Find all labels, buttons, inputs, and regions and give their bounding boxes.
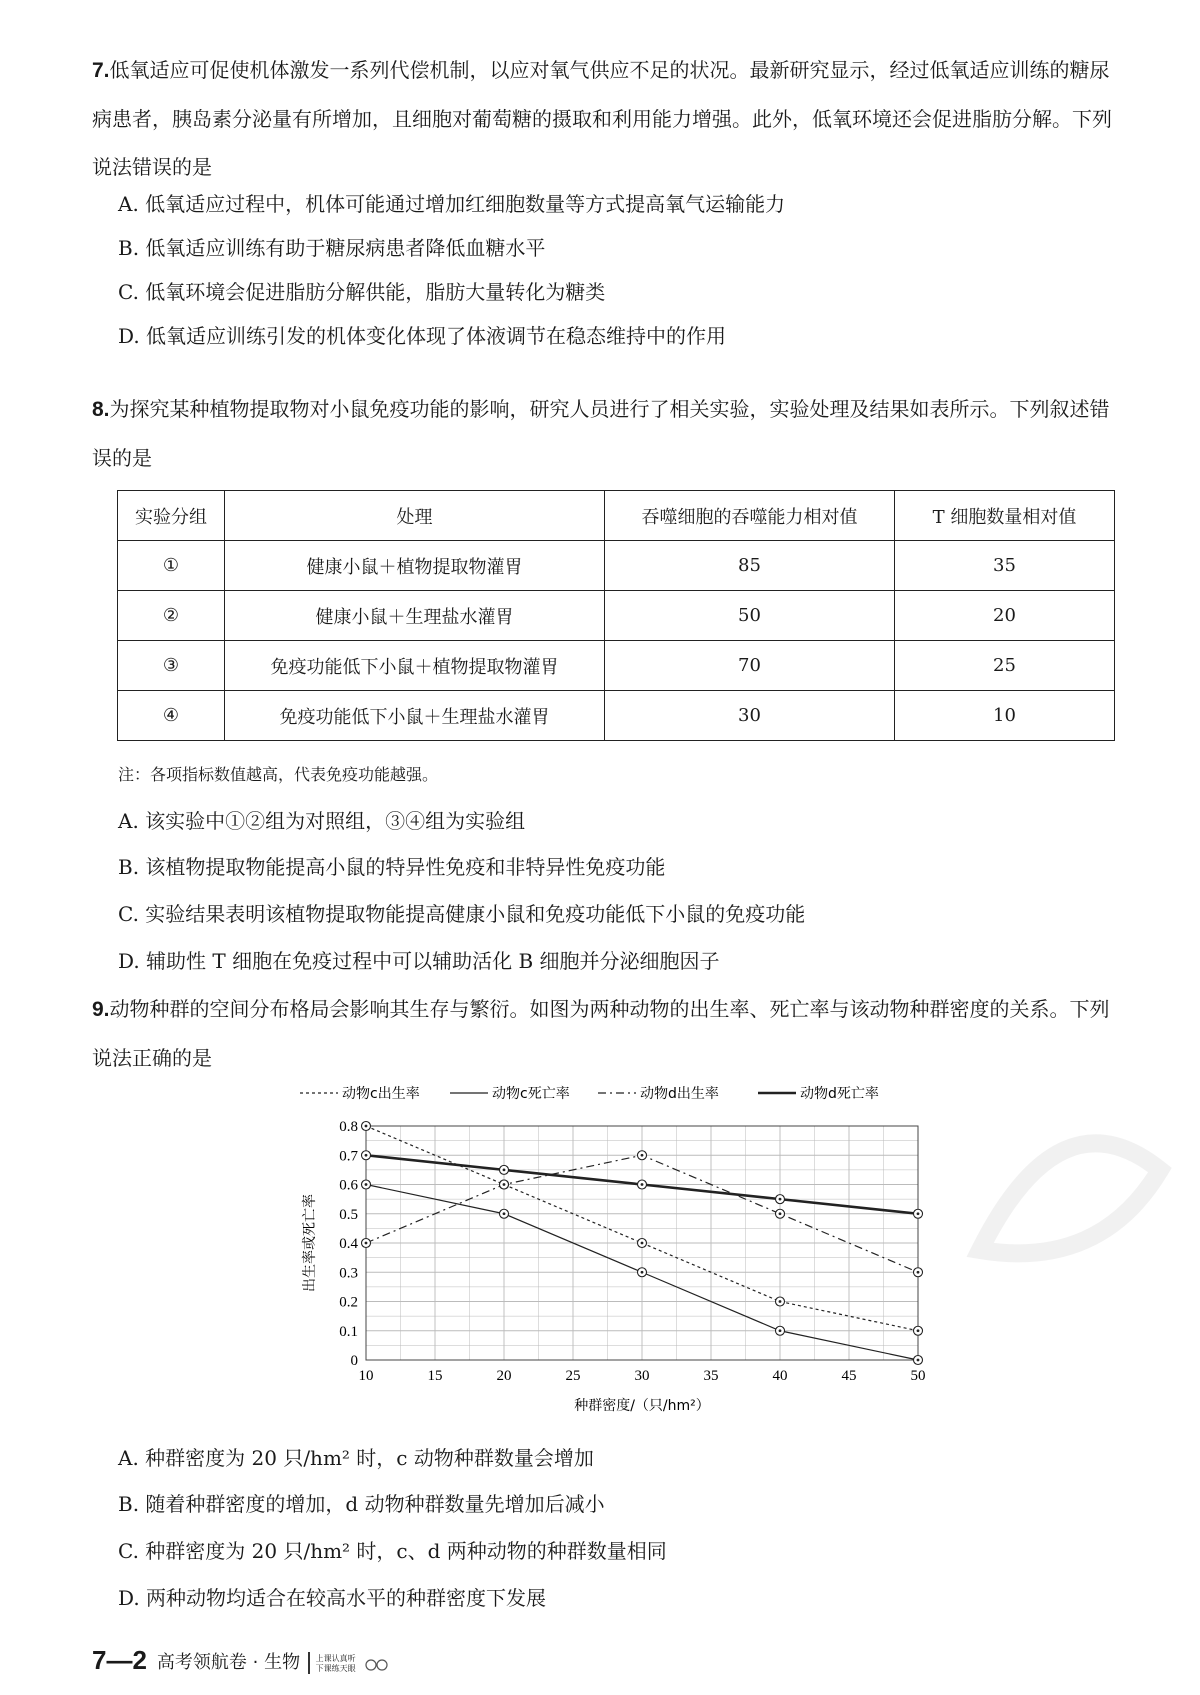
data-point-center <box>779 1198 782 1201</box>
question-7 <box>92 46 1112 191</box>
question-8-number: 8. <box>92 398 110 421</box>
data-point-center <box>917 1329 920 1332</box>
footer-slogan <box>316 1654 356 1674</box>
data-point-center <box>917 1271 920 1274</box>
question-7-option-b[interactable]: B. 低氧适应训练有助于糖尿病患者降低血糖水平 <box>118 236 546 260</box>
table-row <box>118 541 1115 591</box>
y-tick-label: 0.7 <box>339 1148 358 1165</box>
table-header-cell: 实验分组 <box>118 491 225 541</box>
data-point-center <box>641 1242 644 1245</box>
data-point-center <box>365 1125 368 1128</box>
data-point-center <box>503 1168 506 1171</box>
x-tick-label: 40 <box>772 1368 788 1384</box>
question-8-option-d[interactable]: D. 辅助性 T 细胞在免疫过程中可以辅助活化 B 细胞并分泌细胞因子 <box>118 949 720 973</box>
y-tick-label: 0.1 <box>339 1323 358 1340</box>
table-cell: 免疫功能低下小鼠＋生理盐水灌胃 <box>225 691 605 741</box>
data-point-center <box>641 1271 644 1274</box>
x-tick-label: 50 <box>910 1368 926 1384</box>
legend-label: 动物d出生率 <box>640 1086 719 1102</box>
data-point-center <box>365 1242 368 1245</box>
legend-label: 动物c死亡率 <box>492 1086 570 1102</box>
table-row <box>118 691 1115 741</box>
question-8-option-c[interactable]: C. 实验结果表明该植物提取物能提高健康小鼠和免疫功能低下小鼠的免疫功能 <box>118 902 806 926</box>
table-header-cell: T 细胞数量相对值 <box>895 491 1115 541</box>
table-row <box>118 641 1115 691</box>
question-8 <box>92 385 1112 482</box>
y-axis-label: 出生率或死亡率 <box>302 1194 318 1292</box>
table-header-row <box>118 491 1115 541</box>
table-cell: 健康小鼠＋植物提取物灌胃 <box>225 541 605 591</box>
question-9-option-a[interactable]: A. 种群密度为 20 只/hm² 时，c 动物种群数量会增加 <box>118 1446 594 1470</box>
y-tick-label: 0.2 <box>339 1294 358 1311</box>
footer-divider <box>308 1652 310 1674</box>
table-cell: 35 <box>895 541 1115 591</box>
question-7-option-a[interactable]: A. 低氧适应过程中，机体可能通过增加红细胞数量等方式提高氧气运输能力 <box>118 192 786 216</box>
x-tick-label: 10 <box>358 1368 374 1384</box>
table-note: 注：各项指标数值越高，代表免疫功能越强。 <box>118 765 439 784</box>
table-cell: ① <box>118 541 225 591</box>
table-cell: 85 <box>605 541 895 591</box>
legend-label: 动物d死亡率 <box>800 1086 879 1102</box>
y-tick-label: 0.3 <box>339 1265 358 1282</box>
question-9-number: 9. <box>92 998 110 1021</box>
table-cell: 20 <box>895 591 1115 641</box>
data-point-center <box>917 1212 920 1215</box>
data-point-center <box>779 1212 782 1215</box>
table-cell: 30 <box>605 691 895 741</box>
question-7-number: 7. <box>92 59 110 82</box>
watermark-icon <box>940 1050 1200 1310</box>
data-point-center <box>365 1154 368 1157</box>
question-9-stem: 动物种群的空间分布格局会影响其生存与繁衍。如图为两种动物的出生率、死亡率与该动物种群密度的关系。下列说法正确的是 <box>92 997 1110 1070</box>
table-header-cell: 吞噬细胞的吞噬能力相对值 <box>605 491 895 541</box>
table-header-cell: 处理 <box>225 491 605 541</box>
data-point-center <box>503 1183 506 1186</box>
question-8-option-b[interactable]: B. 该植物提取物能提高小鼠的特异性免疫和非特异性免疫功能 <box>118 855 666 879</box>
page-number: 7—2 <box>92 1645 147 1675</box>
data-point-center <box>365 1183 368 1186</box>
data-point-center <box>779 1300 782 1303</box>
table-cell: 70 <box>605 641 895 691</box>
question-9-option-d[interactable]: D. 两种动物均适合在较高水平的种群密度下发展 <box>118 1586 547 1610</box>
table-cell: 健康小鼠＋生理盐水灌胃 <box>225 591 605 641</box>
table-row <box>118 591 1115 641</box>
y-tick-label: 0.5 <box>339 1206 358 1223</box>
x-tick-label: 35 <box>703 1368 719 1384</box>
population-rate-chart <box>300 1082 950 1427</box>
page-footer <box>92 1645 390 1676</box>
table-cell: 50 <box>605 591 895 641</box>
y-tick-label: 0.6 <box>339 1177 358 1194</box>
x-tick-label: 20 <box>496 1368 512 1384</box>
question-8-stem: 为探究某种植物提取物对小鼠免疫功能的影响，研究人员进行了相关实验，实验处理及结果如表所示。下列叙述错误的是 <box>92 397 1110 470</box>
footer-slogan-line-1: 上课认真听 <box>315 1654 356 1663</box>
x-tick-label: 30 <box>634 1368 650 1384</box>
question-7-stem: 低氧适应可促使机体激发一系列代偿机制，以应对氧气供应不足的状况。最新研究显示，经过低氧适应训练的糖尿病患者，胰岛素分泌量有所增加，且细胞对葡萄糖的摄取和利用能力增强。此外，低氧环境还会促进脂肪分解。下列说法错误的是 <box>92 58 1112 179</box>
table-cell: 10 <box>895 691 1115 741</box>
footer-title: 高考领航卷 · 生物 <box>156 1652 301 1673</box>
table-cell: ② <box>118 591 225 641</box>
footer-slogan-line-2: 下课练天眼 <box>315 1664 356 1673</box>
question-9-option-b[interactable]: B. 随着种群密度的增加，d 动物种群数量先增加后减小 <box>118 1492 605 1516</box>
y-tick-label: 0.8 <box>339 1119 358 1135</box>
table-cell: 25 <box>895 641 1115 691</box>
data-point-center <box>641 1183 644 1186</box>
data-point-center <box>917 1359 920 1362</box>
question-8-option-a[interactable]: A. 该实验中①②组为对照组，③④组为实验组 <box>118 809 526 833</box>
table-cell: ③ <box>118 641 225 691</box>
x-tick-label: 25 <box>565 1368 581 1384</box>
table-cell: 免疫功能低下小鼠＋植物提取物灌胃 <box>225 641 605 691</box>
data-point-center <box>779 1329 782 1332</box>
data-point-center <box>503 1212 506 1215</box>
x-axis-label: 种群密度/（只/hm²） <box>574 1398 710 1414</box>
publisher-logo-icon <box>364 1656 390 1674</box>
question-9-option-c[interactable]: C. 种群密度为 20 只/hm² 时，c、d 两种动物的种群数量相同 <box>118 1539 667 1563</box>
y-tick-label: 0.4 <box>339 1236 358 1252</box>
x-tick-label: 15 <box>427 1368 443 1384</box>
question-7-option-d[interactable]: D. 低氧适应训练引发的机体变化体现了体液调节在稳态维持中的作用 <box>118 324 727 348</box>
y-tick-label: 0 <box>350 1353 358 1369</box>
question-7-option-c[interactable]: C. 低氧环境会促进脂肪分解供能，脂肪大量转化为糖类 <box>118 280 606 304</box>
data-point-center <box>641 1154 644 1157</box>
legend-label: 动物c出生率 <box>342 1086 420 1102</box>
experiment-table <box>117 490 1115 741</box>
table-cell: ④ <box>118 691 225 741</box>
x-tick-label: 45 <box>841 1368 857 1384</box>
